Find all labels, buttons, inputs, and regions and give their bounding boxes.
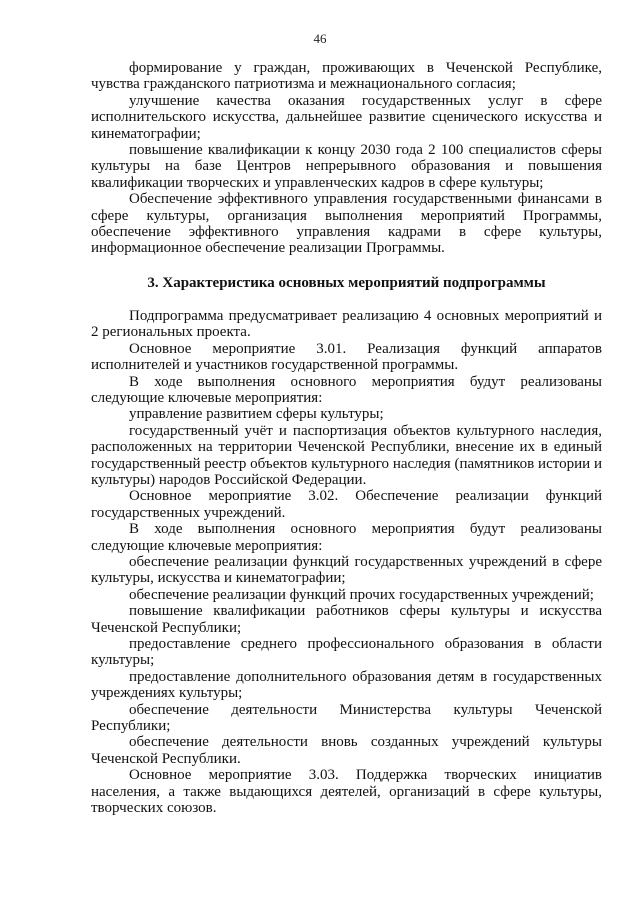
paragraph: В ходе выполнения основного мероприятия будут реализованы следующие ключевые мероприятия:: [91, 521, 602, 554]
paragraph: обеспечение деятельности Министерства культуры Чеченской Республики;: [91, 701, 602, 735]
paragraph: улучшение качества оказания государственных услуг в сфере исполнительского искусства, дальнейшее развитие сценического искусства и кинематографии;: [91, 92, 602, 142]
document-body: [91, 60, 602, 816]
paragraph: Обеспечение эффективного управления государственными финансами в сфере культуры, организация выполнения мероприятий Программы, обеспечение эффективного управления кадрами в сфере культуры, информационное обеспечение реализации Программы.: [91, 191, 602, 257]
paragraph: предоставление среднего профессионального образования в области культуры;: [91, 636, 602, 669]
paragraph: обеспечение реализации функций государственных учреждений в сфере культуры, искусства и кинематографии;: [91, 553, 602, 587]
paragraph: обеспечение реализации функций прочих государственных учреждений;: [129, 586, 594, 603]
page-number: 46: [313, 31, 327, 46]
paragraph: Основное мероприятие 3.01. Реализация функций аппаратов исполнителей и участников государственной программы.: [91, 340, 602, 374]
paragraph: Основное мероприятие 3.02. Обеспечение реализации функций государственных учреждений.: [91, 488, 602, 521]
paragraph: обеспечение деятельности вновь созданных учреждений культуры Чеченской Республики.: [91, 734, 602, 767]
paragraph: государственный учёт и паспортизация объектов культурного наследия, расположенных на территории Чеченской Республики, внесение их в единый государственный реестр объектов культурного наследия (памятников истории и культуры) народов Российской Федерации.: [91, 422, 602, 488]
section-heading: 3. Характеристика основных мероприятий подпрограммы: [147, 274, 546, 291]
paragraph: управление развитием сферы культуры;: [129, 406, 384, 423]
paragraph: предоставление дополнительного образования детям в государственных учреждениях культуры;: [91, 668, 602, 702]
paragraph: Подпрограмма предусматривает реализацию 4 основных мероприятий и 2 региональных проекта.: [91, 307, 602, 341]
paragraph: повышение квалификации работников сферы культуры и искусства Чеченской Республики;: [91, 603, 602, 636]
paragraph: В ходе выполнения основного мероприятия будут реализованы следующие ключевые мероприятия:: [91, 373, 602, 406]
paragraph: повышение квалификации к концу 2030 года 2 100 специалистов сферы культуры на базе Центров непрерывного образования и повышения квалификации творческих и управленческих кадров в сфере культуры;: [91, 142, 602, 191]
paragraph: Основное мероприятие 3.03. Поддержка творческих инициатив населения, а также выдающихся деятелей, организаций в сфере культуры, творческих союзов.: [91, 767, 602, 817]
paragraph: формирование у граждан, проживающих в Чеченской Республике, чувства гражданского патриотизма и межнационального согласия;: [91, 60, 602, 93]
